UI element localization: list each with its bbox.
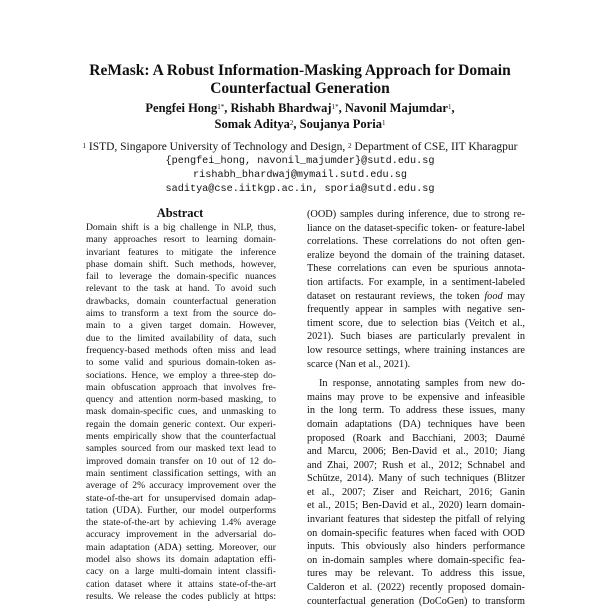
body-line: on domain-specific features when faced with OOD [307, 527, 525, 539]
abstract-line: sociations. Hence, we employ a three-step do- [86, 369, 276, 381]
body-line: In response, annotating samples from new do- [319, 378, 525, 390]
email-line[interactable]: {pengfei_hong, navonil_majumder}@sutd.edu.sg [165, 156, 435, 167]
body-line: in the long term. To address these issues, many [307, 405, 525, 417]
abstract-line: tation (UDA). Further, our model outperforms [86, 504, 276, 516]
affil-marker: 2 [348, 142, 352, 150]
abstract-heading: Abstract [156, 206, 204, 220]
affiliations [40, 140, 560, 154]
abstract-line: aims to transform a text from the source do- [86, 308, 276, 320]
abstract-line: relevant to the task at hand. To avoid such [86, 283, 276, 295]
body-line: low resource settings, where training instances are [307, 344, 525, 356]
email-line[interactable]: saditya@cse.iitkgp.ac.in, sporia@sutd.edu.sg [165, 184, 435, 195]
body-line: tures may be relevant. To address this issue, [307, 568, 525, 580]
abstract-line: cation dataset where it attains state-of-the-art [86, 578, 276, 590]
body-line: correlations. These correlations do not often gen- [307, 236, 525, 248]
body-line: 2021). Such biases are particularly prevalent in [307, 331, 525, 343]
author-name: Pengfei Hong [145, 101, 218, 115]
body-line: Calderon et al. (2022) recently proposed domain- [307, 582, 525, 594]
body-line: on in-domain samples where domain-specific fea- [307, 554, 525, 566]
author-marker: 1 [447, 103, 452, 111]
body-line: Schütze, 2014). Many of such techniques (Blitzer [307, 473, 525, 485]
abstract-line: frequency-based methods often miss and lead [86, 344, 276, 356]
affil-org-1: ISTD, Singapore University of Technology and Design, [85, 141, 349, 153]
body-line: frequently appear in samples with negative sen- [307, 304, 525, 316]
abstract-line: model also shows its domain adaptation effi- [86, 554, 276, 566]
body-line: counterfactual generation (DoCoGen) to transform [307, 595, 525, 607]
author-name: Navonil Majumdar [344, 101, 448, 115]
abstract-line: ments empirically show that the counterfactual [86, 431, 276, 443]
abstract-line: drawbacks, domain counterfactual generation [86, 295, 276, 307]
author-marker: 1 [381, 119, 386, 127]
abstract-line: accuracy improvement in the adversarial do- [86, 529, 276, 541]
abstract-line: mask domain-specific cues, and unmasking to [86, 406, 276, 418]
body-line: eralize beyond the domain of the training dataset. [307, 249, 525, 261]
paper-title-line-1: ReMask: A Robust Information-Masking Approach for Domain [89, 62, 511, 79]
author-name: Somak Aditya [214, 117, 290, 131]
abstract-line: samples sourced from our masked text lead to [86, 443, 276, 455]
author-name: Rishabh Bhardwaj [230, 101, 332, 115]
body-line: These correlations can even be spurious annota- [307, 263, 525, 275]
body-line: dataset on restaurant reviews, the token food may [307, 290, 525, 302]
abstract-line: main sentiment classification settings, with an [86, 467, 276, 479]
abstract-line: main adaptation (ADA) setting. Moreover, our [86, 541, 276, 553]
abstract-line: due to the limited availability of data, such [86, 332, 276, 344]
affil-marker: 1 [82, 142, 86, 150]
body-line: et al., 2015; Ben-David et al., 2020) learn domain- [307, 500, 525, 512]
body-line: invariant features that sidestep the pitfall of relying [307, 514, 525, 526]
abstract-line: main obfuscation approach that involves fre- [86, 381, 276, 393]
body-line: scarce (Nan et al., 2021). [307, 358, 411, 370]
abstract-line: fail to leverage the domain-specific nuances [86, 271, 276, 283]
abstract-line: regain the domain generic context. Our experi- [86, 418, 276, 430]
body-line: proposed (Roark and Bacchiani, 2003; Daumé [307, 432, 525, 444]
affil-org-2: Department of CSE, IIT Kharagpur [351, 141, 518, 153]
author-marker: 1* [217, 103, 225, 111]
abstract-line: state-of-the-art for unsupervised domain adap- [86, 492, 276, 504]
author-marker: 2 [289, 119, 294, 127]
author-line-1: Pengfei Hong$^{1*}$, Rishabh Bhardwaj$^{1*}$, Navonil Majumdar$^1$, [145, 101, 455, 115]
author-line-2: Somak Aditya$^2$, Soujanya Poria$^1$ [214, 117, 386, 131]
abstract-line: to some valid and spurious domain-token as- [86, 357, 276, 369]
abstract-line: many approaches resort to learning domain- [86, 234, 276, 246]
author-name: Soujanya Poria [299, 117, 382, 131]
abstract-line: cacy on a large multi-domain intent classifi- [86, 566, 276, 578]
body-line: et al., 2007; Ziser and Reichart, 2016; Ganin [307, 486, 525, 498]
abstract-line: phase domain shift. Such methods, however, [86, 258, 276, 270]
abstract-body [86, 222, 276, 603]
author-marker: 1* [331, 103, 339, 111]
abstract-line: results. We release the codes publicly at https: [86, 590, 276, 602]
abstract-line: improved domain transfer on 10 out of 12 do- [86, 455, 276, 467]
body-line: and Zhai, 2007; Rush et al., 2012; Schnabel and [307, 459, 525, 471]
body-line: timent score, due to selection bias (Veitch et al., [307, 317, 525, 329]
body-line: and Marcu, 2006; Ben-David et al., 2010; Jiang [307, 446, 525, 458]
abstract-line: main to a given target domain. However, [86, 320, 276, 332]
abstract-line: average of 2% accuracy improvement over the [86, 480, 276, 492]
body-line: tion artifacts. For example, in a sentiment-labeled [307, 276, 525, 288]
body-line: liance on the dataset-specific token- or feature-label [307, 222, 525, 234]
body-line: (OOD) samples during inference, due to strong re- [307, 209, 525, 220]
body-line: mains may prove to be expensive and infeasible [307, 391, 525, 403]
body-line: inputs. This obviously also hinders performance [307, 541, 525, 553]
abstract-line: invariant features to mitigate the inference [86, 246, 276, 258]
intro-column [307, 208, 525, 608]
paper-title-line-2: Counterfactual Generation [210, 80, 390, 97]
email-line[interactable]: rishabh_bhardwaj@mymail.sutd.edu.sg [193, 170, 407, 181]
abstract-line: Domain shift is a big challenge in NLP, thus, [86, 222, 276, 233]
body-line: domain adaptations (DA) techniques have been [307, 418, 525, 430]
abstract-line: the state-of-the-art by achieving 1.4% average [86, 517, 276, 529]
abstract-line: quency and attention norm-based masking, to [86, 394, 276, 406]
